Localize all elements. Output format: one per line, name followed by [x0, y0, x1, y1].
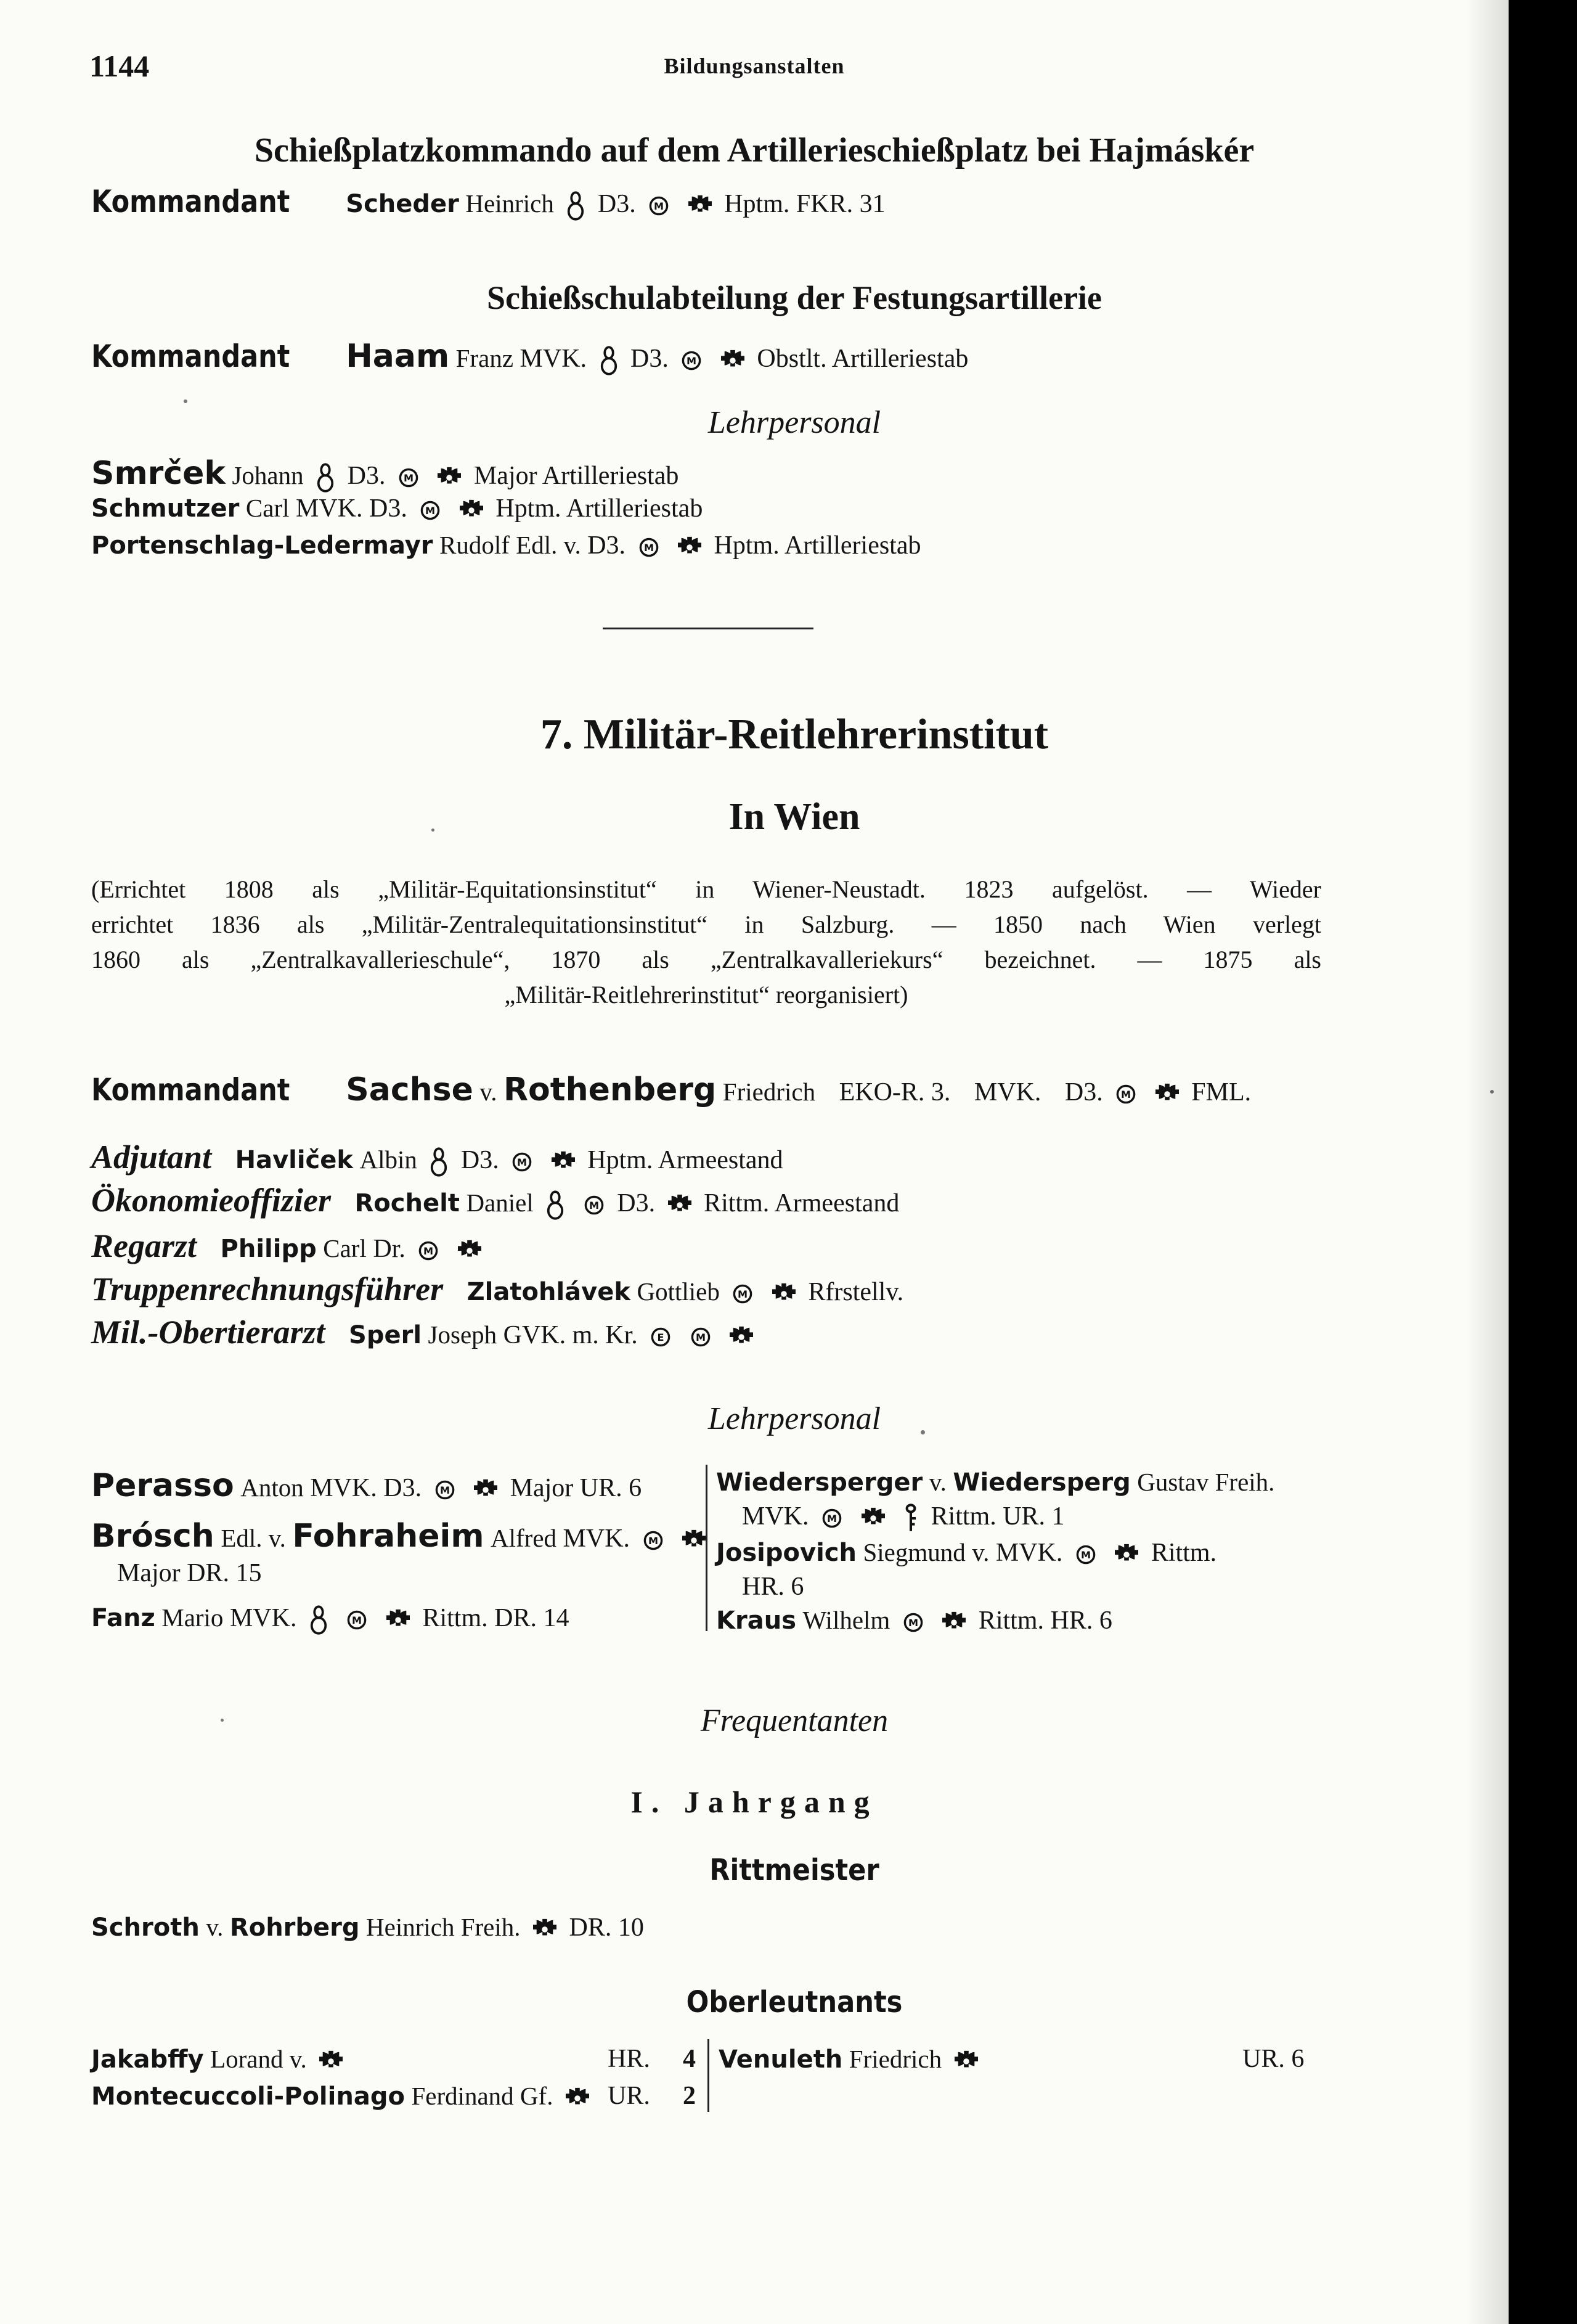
- military-merit-medal-icon: [346, 1610, 367, 1630]
- cross-icon: [386, 1608, 410, 1632]
- decoration-d3: D3.: [1064, 1078, 1103, 1107]
- decoration-d3: D3.: [383, 1474, 422, 1502]
- military-merit-medal-icon: [643, 1530, 664, 1551]
- staff-row: [91, 530, 921, 560]
- section-title-festungsartillerie: Schießschulabteilung der Festungsartillerie: [486, 279, 1102, 316]
- decoration-mvk: MVK.: [229, 1604, 297, 1632]
- decoration-eko: EKO-R. 3.: [839, 1078, 951, 1107]
- person-surname: Smrček: [91, 455, 226, 492]
- staff-row: [91, 1138, 783, 1179]
- ink-speck: [184, 399, 187, 403]
- military-merit-medal-icon: [1115, 1084, 1136, 1105]
- section-place: In Wien: [728, 796, 860, 838]
- person-firstname: Gottlieb: [637, 1277, 720, 1306]
- cross-icon: [474, 1478, 497, 1502]
- role-label: Kommandant: [91, 1072, 290, 1108]
- cross-icon: [1115, 1543, 1138, 1566]
- person-surname: Venuleth: [719, 2045, 843, 2074]
- cross-icon: [688, 194, 712, 218]
- person-firstname: Lorand v.: [210, 2045, 307, 2073]
- ink-speck: [921, 1430, 925, 1434]
- rank-unit: Obstlt. Artilleriestab: [757, 345, 969, 373]
- cross-icon: [460, 499, 483, 522]
- history-note-line: 1860 als „Zentralkavallerieschule“, 1870 als „Zentralkavalleriekurs“ bezeichnet. — 1875 als: [91, 946, 1321, 973]
- student-unit: UR. 6: [1242, 2045, 1305, 2073]
- cross-icon: [533, 1918, 556, 1941]
- person-particle: v.: [972, 1538, 990, 1566]
- student-row: [91, 1912, 644, 1942]
- cross-icon: [772, 1282, 796, 1306]
- decoration-mvk: MVK.: [563, 1524, 630, 1553]
- person-firstname: Gustav Freih.: [1137, 1468, 1275, 1496]
- teacher-row: [91, 1603, 569, 1637]
- key-icon: [903, 1503, 918, 1534]
- decoration-mvk: MVK.: [296, 494, 363, 523]
- staff-row: [91, 1181, 899, 1222]
- cross-icon: [566, 2087, 589, 2110]
- military-merit-medal-icon: [681, 350, 702, 371]
- person-surname: Portenschlag-Ledermayr: [91, 531, 433, 560]
- teacher-row: [716, 1605, 1112, 1635]
- person-firstname: Mario: [161, 1603, 224, 1632]
- person-surname: Wiedersperger: [716, 1468, 923, 1497]
- person-surname: Fanz: [91, 1604, 155, 1632]
- person-surname: Brósch: [91, 1518, 214, 1555]
- rank-unit: Rittm. DR. 14: [422, 1604, 569, 1632]
- rank-unit: Hptm. FKR. 31: [724, 190, 886, 218]
- rank-unit: Hptm. Armeestand: [587, 1146, 783, 1174]
- person-firstname: Ferdinand Gf.: [411, 2082, 553, 2110]
- military-merit-medal-icon: [584, 1195, 605, 1216]
- cross-icon: [552, 1150, 575, 1174]
- history-note: [91, 872, 1321, 1012]
- student-unit-number: 2: [683, 2082, 696, 2110]
- knot-icon: [600, 344, 618, 377]
- student-unit-number: 4: [683, 2045, 696, 2073]
- person-particle: v.: [206, 1913, 224, 1941]
- staff-row: [91, 1313, 759, 1351]
- rank-unit: Hptm. Artilleriestab: [495, 494, 703, 523]
- column-divider: [707, 2039, 709, 2112]
- decoration-gvk: GVK. m. Kr.: [503, 1321, 638, 1349]
- person-firstname: Carl: [245, 494, 290, 522]
- decoration-mvk: MVK.: [995, 1539, 1063, 1567]
- decoration-d3: D3.: [347, 462, 386, 490]
- rank: Rittm.: [1151, 1539, 1217, 1567]
- person-firstname: Friedrich: [722, 1078, 816, 1106]
- military-merit-medal-icon: [418, 1240, 439, 1261]
- teacher-row: [716, 1467, 1274, 1497]
- ink-speck: [221, 1719, 224, 1722]
- decoration-d3: D3.: [597, 190, 636, 218]
- teacher-row-continuation: [742, 1502, 1065, 1534]
- person-surname: Jakabffy: [91, 2045, 204, 2074]
- decoration-d3: D3.: [369, 494, 407, 523]
- staff-row: [91, 1227, 487, 1265]
- decoration-d3: D3.: [630, 345, 669, 373]
- person-firstname: Heinrich: [465, 189, 554, 218]
- knot-icon: [430, 1145, 448, 1179]
- role-label: Adjutant: [91, 1139, 212, 1176]
- person-surname-2: Fohraheim: [292, 1518, 484, 1555]
- role-label: Kommandant: [91, 338, 290, 374]
- role-label: Mil.-Obertierarzt: [91, 1314, 325, 1351]
- section-title-hajmasker: Schießplatzkommando auf dem Artillerieschießplatz bei Hajmáskér: [254, 131, 1255, 170]
- cross-icon: [862, 1507, 885, 1530]
- military-merit-medal-icon: [638, 537, 659, 558]
- cross-icon: [730, 1325, 753, 1349]
- cross-icon: [682, 1529, 706, 1552]
- person-surname: Sachse: [346, 1071, 473, 1108]
- person-firstname: Anton: [240, 1473, 304, 1502]
- history-note-line: errichtet 1836 als „Militär-Zentralequitationsinstitut“ in Salzburg. — 1850 nach Wien verlegt: [91, 910, 1321, 938]
- military-merit-medal-icon: [903, 1612, 924, 1633]
- person-surname: Philipp: [220, 1235, 317, 1263]
- military-merit-medal-icon: [1075, 1544, 1096, 1565]
- history-note-line: (Errichtet 1808 als „Militär-Equitationsinstitut“ in Wiener-Neustadt. 1823 aufgelöst. — Wieder: [91, 875, 1321, 903]
- student-unit: UR.: [608, 2082, 650, 2110]
- decoration-mvk: MVK.: [310, 1474, 377, 1502]
- subheading-rittmeister: Rittmeister: [709, 1853, 879, 1888]
- rank-unit: Rfrstellv.: [808, 1278, 904, 1306]
- person-surname: Scheder: [346, 190, 459, 218]
- person-surname: Sperl: [349, 1321, 422, 1349]
- person-surname-2: Rohrberg: [229, 1913, 360, 1942]
- decoration-mvk: MVK.: [742, 1502, 809, 1531]
- cross-icon: [955, 2050, 978, 2073]
- student-row: [719, 2044, 984, 2074]
- person-firstname: Siegmund: [863, 1538, 966, 1566]
- cross-icon: [438, 466, 461, 489]
- military-merit-medal-icon: [732, 1283, 753, 1304]
- role-label: Kommandant: [91, 184, 290, 219]
- person-firstname: Heinrich Freih.: [366, 1913, 521, 1941]
- teacher-row-continuation: HR. 6: [742, 1573, 804, 1601]
- knot-icon: [316, 461, 335, 494]
- military-merit-medal-icon: [690, 1327, 711, 1348]
- person-surname: Kraus: [716, 1606, 796, 1635]
- cross-icon: [942, 1611, 966, 1634]
- commander-row: [91, 184, 886, 223]
- cross-icon: [319, 2050, 343, 2073]
- decoration-mvk: MVK.: [520, 345, 587, 373]
- decoration-mvk: MVK.: [974, 1078, 1041, 1107]
- person-surname: Haam: [346, 338, 450, 375]
- student-row: [91, 2081, 595, 2111]
- student-unit: HR.: [608, 2045, 650, 2073]
- military-merit-medal-icon: [511, 1152, 532, 1172]
- military-merit-medal-icon: [420, 500, 441, 521]
- rank-unit: Major UR. 6: [510, 1474, 642, 1502]
- cross-icon: [1155, 1082, 1179, 1106]
- rank-unit: Rittm. Armeestand: [704, 1189, 900, 1217]
- person-firstname: Daniel: [466, 1189, 534, 1217]
- person-surname-2: Wiedersperg: [953, 1468, 1131, 1497]
- cross-icon: [721, 349, 744, 372]
- person-firstname: Friedrich: [849, 2045, 942, 2073]
- staff-row: [91, 493, 703, 523]
- unit: DR. 10: [569, 1913, 644, 1942]
- person-surname: Schmutzer: [91, 494, 240, 523]
- decoration-d3: D3.: [460, 1146, 499, 1174]
- staff-row: [91, 455, 678, 494]
- person-particle: v.: [479, 1078, 497, 1106]
- decoration-d3: D3.: [617, 1189, 656, 1217]
- person-surname: Schroth: [91, 1913, 200, 1942]
- student-row: [91, 2044, 349, 2074]
- teacher-row-continuation: Major DR. 15: [117, 1559, 262, 1587]
- military-merit-medal-icon: [648, 195, 669, 216]
- teacher-row: [716, 1537, 1216, 1568]
- role-label: Regarzt: [91, 1227, 197, 1264]
- ink-speck: [431, 829, 434, 832]
- military-merit-medal-icon: [434, 1479, 455, 1500]
- knot-icon: [546, 1189, 564, 1222]
- person-firstname: Wilhelm: [802, 1606, 890, 1634]
- cross-icon: [678, 536, 701, 559]
- person-firstname: Joseph: [428, 1320, 497, 1349]
- rank-unit: Rittm. UR. 1: [931, 1502, 1065, 1531]
- subheading-jahrgang: I. Jahrgang: [630, 1785, 878, 1819]
- military-merit-medal-icon: [821, 1508, 842, 1529]
- person-particle: Edl. v.: [221, 1524, 286, 1552]
- rank-unit: Hptm. Artilleriestab: [714, 531, 921, 560]
- cross-icon: [668, 1193, 691, 1217]
- subheading-lehrpersonal: Lehrpersonal: [707, 1401, 881, 1436]
- section-title-reitlehrerinstitut: 7. Militär-Reitlehrerinstitut: [540, 711, 1049, 758]
- staff-row: [91, 1270, 903, 1308]
- military-merit-medal-icon: [398, 467, 419, 488]
- person-surname: Zlatohlávek: [467, 1278, 630, 1306]
- history-note-line: „Militär-Reitlehrerinstitut“ reorganisiert): [504, 981, 908, 1009]
- person-firstname: Rudolf Edl. v.: [439, 531, 581, 559]
- decoration-d3: D3.: [587, 531, 626, 560]
- person-firstname: Carl: [323, 1234, 367, 1262]
- role-label: Ökonomieoffizier: [91, 1182, 331, 1219]
- subheading-frequentanten: Frequentanten: [700, 1703, 889, 1738]
- person-surname: Perasso: [91, 1467, 234, 1504]
- section-divider: [603, 628, 813, 629]
- person-firstname: Johann: [232, 461, 304, 489]
- commander-row: [91, 338, 968, 377]
- page-number: 1144: [89, 49, 150, 83]
- rank-unit: Rittm. HR. 6: [978, 1606, 1112, 1635]
- rank-unit: FML.: [1191, 1078, 1252, 1107]
- title-dr: Dr.: [373, 1235, 405, 1263]
- cross-icon: [458, 1239, 481, 1262]
- ink-speck: [1490, 1090, 1494, 1094]
- person-surname: Havliček: [235, 1146, 353, 1174]
- person-firstname: Alfred: [491, 1524, 557, 1552]
- teacher-row: [91, 1467, 642, 1504]
- person-surname-2: Rothenberg: [503, 1071, 717, 1108]
- knot-icon: [566, 189, 585, 223]
- person-particle: v.: [929, 1468, 947, 1496]
- person-firstname: Franz: [455, 344, 514, 372]
- running-title: Bildungsanstalten: [664, 54, 845, 78]
- role-label: Truppenrechnungsführer: [91, 1270, 444, 1307]
- person-surname: Rochelt: [354, 1189, 460, 1217]
- commander-row: [91, 1071, 1251, 1108]
- knot-icon: [309, 1603, 328, 1637]
- e-medal-icon: [650, 1327, 671, 1348]
- subheading-lehrpersonal: Lehrpersonal: [707, 405, 881, 440]
- subheading-oberleutnants: Oberleutnants: [686, 1985, 903, 2019]
- teacher-row: [91, 1518, 712, 1555]
- person-surname: Josipovich: [716, 1539, 857, 1567]
- rank-unit: Major Artilleriestab: [473, 462, 679, 490]
- person-firstname: Albin: [359, 1145, 417, 1174]
- person-surname: Montecuccoli-Polinago: [91, 2082, 405, 2111]
